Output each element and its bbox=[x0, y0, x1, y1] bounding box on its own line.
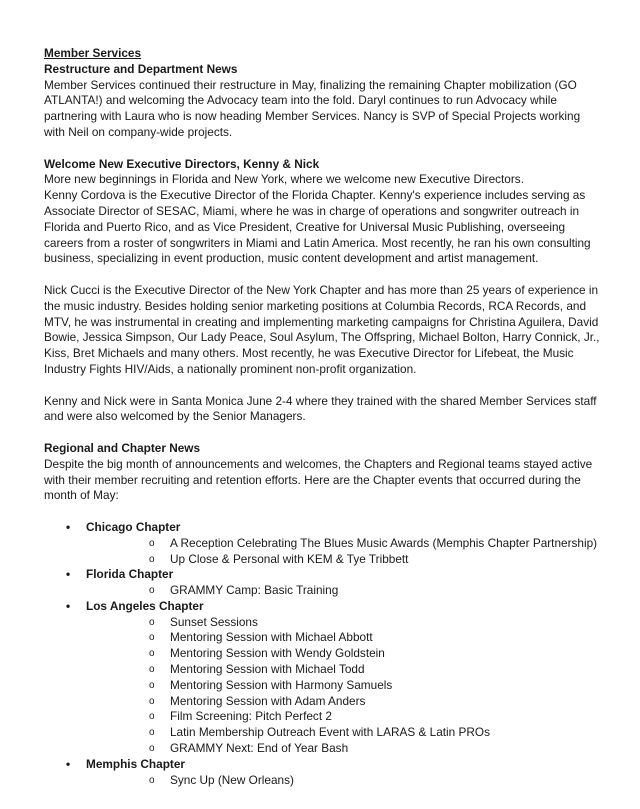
event-list bbox=[86, 615, 600, 757]
chapter-event-list bbox=[44, 520, 600, 789]
event-list bbox=[86, 773, 600, 789]
event-list bbox=[86, 536, 600, 568]
chapter-item bbox=[44, 520, 600, 567]
chapter-name: Florida Chapter bbox=[86, 567, 174, 582]
event-item: o Mentoring Session with Wendy Goldstein bbox=[86, 646, 600, 662]
chapter-item bbox=[44, 757, 600, 789]
chapter-item bbox=[44, 599, 600, 757]
chapter-name: Memphis Chapter bbox=[86, 756, 185, 771]
event-item: o Mentoring Session with Harmony Samuels bbox=[86, 678, 600, 694]
paragraph: Kenny and Nick were in Santa Monica June 2-4 where they trained with the shared Member Services staff and were also welcomed by the Senior Managers. bbox=[44, 393, 597, 424]
event-list bbox=[86, 583, 600, 599]
paragraph: Despite the big month of announcements and welcomes, the Chapters and Regional teams stayed active with their member recruiting and retention efforts. Here are the Chapter events that occurred during the month of May: bbox=[44, 456, 593, 503]
chapter-item bbox=[44, 567, 600, 599]
paragraph: Member Services continued their restructure in May, finalizing the remaining Chapter mobilization (GO ATLANTA!) and welcoming the Advocacy team into the fold. Daryl continues to run Advocacy while partnering with Laura who is now heading Member Services. Nancy is SVP of Special Projects working with Neil on company-wide projects. bbox=[44, 77, 581, 139]
event-item: o Mentoring Session with Michael Todd bbox=[86, 662, 600, 678]
event-item: o Film Screening: Pitch Perfect 2 bbox=[86, 709, 600, 725]
event-item: o Mentoring Session with Adam Anders bbox=[86, 694, 600, 710]
spacer bbox=[44, 141, 600, 157]
event-item: o GRAMMY Camp: Basic Training bbox=[86, 583, 600, 599]
section-heading: Regional and Chapter News bbox=[44, 440, 201, 455]
spacer bbox=[44, 425, 600, 441]
section-heading: Welcome New Executive Directors, Kenny & Nick bbox=[44, 156, 320, 171]
spacer bbox=[44, 378, 600, 394]
event-item: o GRAMMY Next: End of Year Bash bbox=[86, 741, 600, 757]
event-item: o Latin Membership Outreach Event with LARAS & Latin PROs bbox=[86, 725, 600, 741]
section-heading: Restructure and Department News bbox=[44, 61, 238, 76]
spacer bbox=[44, 267, 600, 283]
chapter-name: Los Angeles Chapter bbox=[86, 598, 204, 613]
page-title: Member Services bbox=[44, 46, 142, 60]
chapter-name: Chicago Chapter bbox=[86, 519, 181, 534]
spacer bbox=[44, 504, 600, 520]
event-item: o Sync Up (New Orleans) bbox=[86, 773, 600, 789]
paragraph: Kenny Cordova is the Executive Director of the Florida Chapter. Kenny's experience includes serving as Associate Director of SESAC, Miami, where he was in charge of operations and songwriter outreach in Florida and Puerto Rico, and as Vice President, Creative for Universal Music Publishing, overseeing careers from a roster of songwriters in Miami and Latin America. Most recently, he ran his own consulting business, specializing in event production, music content development and artist management. bbox=[44, 188, 591, 266]
event-item: o Sunset Sessions bbox=[86, 615, 600, 631]
event-item: o A Reception Celebrating The Blues Music Awards (Memphis Chapter Partnership) bbox=[86, 536, 600, 552]
paragraph: Nick Cucci is the Executive Director of the New York Chapter and has more than 25 years of experience in the music industry. Besides holding senior marketing positions at Columbia Records, RCA Records, and MTV, he was instrumental in creating and implementing marketing campaigns for Christina Aguilera, David Bowie, Jessica Simpson, Our Lady Peace, Soul Asylum, The Offspring, Michael Bolton, Harry Connick, Jr., Kiss, Bret Michaels and many others. Most recently, he was Executive Director for Lifebeat, the Music Industry Fights HIV/Aids, a nationally prominent non-profit organization. bbox=[44, 282, 600, 376]
paragraph: More new beginnings in Florida and New York, where we welcome new Executive Directors. bbox=[44, 172, 524, 187]
event-item: o Mentoring Session with Michael Abbott bbox=[86, 630, 600, 646]
event-item: o Up Close & Personal with KEM & Tye Tribbett bbox=[86, 552, 600, 568]
